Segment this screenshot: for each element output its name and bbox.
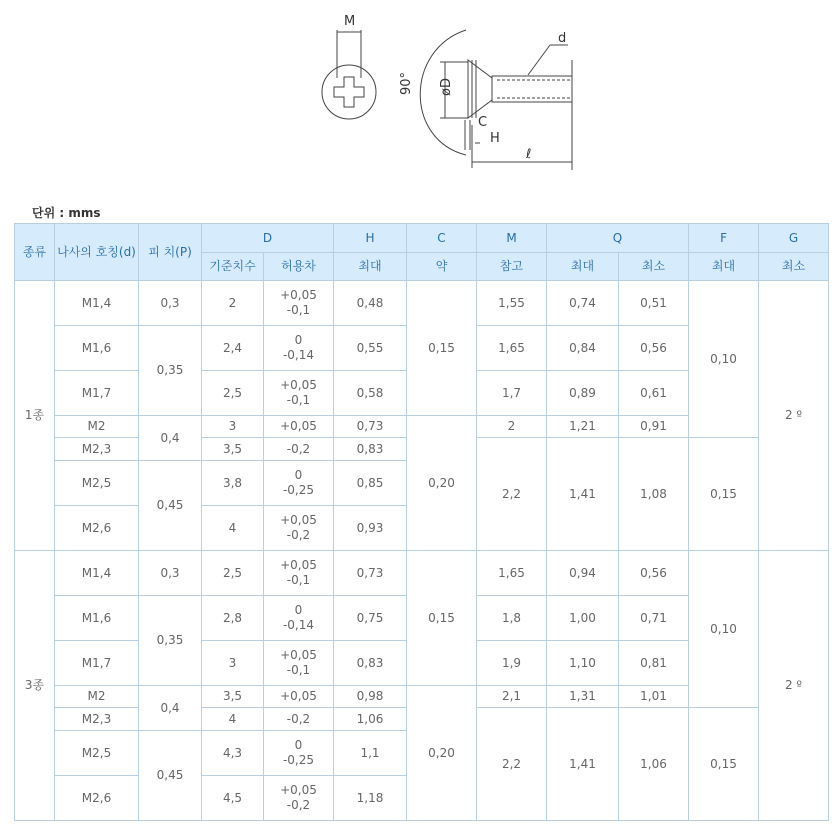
d-basic-cell: 3,5 [202,438,264,461]
label-l: ℓ [526,147,532,162]
thread-size-cell: M2,3 [55,438,139,461]
d-basic-cell: 3 [202,641,264,686]
kind-cell: 1종 [15,281,55,551]
header-q-max: 최대 [547,253,619,281]
d-tolerance-cell: -0,2 [264,708,334,731]
q-max-cell: 1,21 [547,416,619,438]
d-tolerance-cell: +0,05 -0,2 [264,776,334,821]
h-max-cell: 0,48 [334,281,407,326]
header-d: D [202,224,334,253]
q-max-cell: 1,00 [547,596,619,641]
d-basic-cell: 4,3 [202,731,264,776]
d-tolerance-cell: 0 -0,25 [264,461,334,506]
thread-size-cell: M2,6 [55,776,139,821]
label-phi-d: øD [439,78,454,96]
h-max-cell: 0,58 [334,371,407,416]
d-tolerance-cell: +0,05 -0,2 [264,506,334,551]
d-tolerance-cell: 0 -0,14 [264,596,334,641]
g-min-cell: 2 º [759,281,829,551]
thread-size-cell: M1,7 [55,371,139,416]
pitch-cell: 0,35 [139,596,202,686]
h-max-cell: 1,1 [334,731,407,776]
label-m: M [344,14,356,29]
label-90: 90° [399,71,414,95]
m-ref-cell: 1,9 [477,641,547,686]
m-ref-cell: 2,2 [477,438,547,551]
screw-diagram [300,0,620,180]
d-tolerance-cell: +0,05 [264,416,334,438]
header-h: H [334,224,407,253]
d-basic-cell: 2,5 [202,551,264,596]
d-tolerance-cell: +0,05 -0,1 [264,371,334,416]
header-g-min: 최소 [759,253,829,281]
m-ref-cell: 2,2 [477,708,547,821]
q-min-cell: 0,71 [619,596,689,641]
q-max-cell: 0,89 [547,371,619,416]
h-max-cell: 0,55 [334,326,407,371]
q-max-cell: 0,74 [547,281,619,326]
pitch-cell: 0,45 [139,461,202,551]
header-h-max: 최대 [334,253,407,281]
h-max-cell: 0,85 [334,461,407,506]
d-basic-cell: 4 [202,506,264,551]
h-max-cell: 0,73 [334,551,407,596]
q-max-cell: 1,41 [547,438,619,551]
d-basic-cell: 3,8 [202,461,264,506]
q-min-cell: 0,56 [619,551,689,596]
h-max-cell: 0,73 [334,416,407,438]
pitch-cell: 0,3 [139,281,202,326]
header-m-ref: 참고 [477,253,547,281]
unit-label: 단위 : mms [32,206,101,220]
d-tolerance-cell: -0,2 [264,438,334,461]
q-min-cell: 0,61 [619,371,689,416]
pitch-cell: 0,35 [139,326,202,416]
g-min-cell: 2 º [759,551,829,821]
m-ref-cell: 1,65 [477,326,547,371]
h-max-cell: 0,98 [334,686,407,708]
header-d-basic: 기준치수 [202,253,264,281]
m-ref-cell: 2 [477,416,547,438]
q-min-cell: 0,51 [619,281,689,326]
c-approx-cell: 0,20 [407,686,477,821]
header-d-tolerance: 허용차 [264,253,334,281]
q-max-cell: 1,10 [547,641,619,686]
thread-size-cell: M1,7 [55,641,139,686]
h-max-cell: 0,83 [334,438,407,461]
header-f-max: 최대 [689,253,759,281]
d-tolerance-cell: +0,05 [264,686,334,708]
m-ref-cell: 1,55 [477,281,547,326]
screw-spec-table [14,223,829,821]
d-basic-cell: 2,5 [202,371,264,416]
q-min-cell: 0,56 [619,326,689,371]
d-basic-cell: 4,5 [202,776,264,821]
label-d: d [558,31,567,46]
m-ref-cell: 1,8 [477,596,547,641]
f-max-cell: 0,10 [689,281,759,438]
q-min-cell: 0,91 [619,416,689,438]
d-tolerance-cell: +0,05 -0,1 [264,641,334,686]
d-basic-cell: 4 [202,708,264,731]
header-pitch: 피 치(P) [139,224,202,281]
h-max-cell: 0,83 [334,641,407,686]
thread-size-cell: M2,5 [55,731,139,776]
header-g: G [759,224,829,253]
q-min-cell: 1,06 [619,708,689,821]
h-max-cell: 0,75 [334,596,407,641]
d-tolerance-cell: +0,05 -0,1 [264,281,334,326]
m-ref-cell: 1,65 [477,551,547,596]
m-ref-cell: 2,1 [477,686,547,708]
thread-size-cell: M2,6 [55,506,139,551]
h-max-cell: 1,06 [334,708,407,731]
header-c-approx: 약 [407,253,477,281]
f-max-cell: 0,15 [689,708,759,821]
thread-size-cell: M1,6 [55,596,139,641]
m-ref-cell: 1,7 [477,371,547,416]
thread-size-cell: M2,3 [55,708,139,731]
header-m: M [477,224,547,253]
c-approx-cell: 0,15 [407,281,477,416]
q-min-cell: 1,08 [619,438,689,551]
q-max-cell: 0,84 [547,326,619,371]
pitch-cell: 0,4 [139,416,202,461]
label-h: H [490,131,500,146]
pitch-cell: 0,3 [139,551,202,596]
thread-size-cell: M2,5 [55,461,139,506]
thread-size-cell: M2 [55,686,139,708]
pitch-cell: 0,4 [139,686,202,731]
q-min-cell: 1,01 [619,686,689,708]
h-max-cell: 0,93 [334,506,407,551]
label-c: C [478,115,488,130]
thread-size-cell: M1,4 [55,281,139,326]
pitch-cell: 0,45 [139,731,202,821]
q-max-cell: 1,41 [547,708,619,821]
header-thread-size: 나사의 호칭(d) [55,224,139,281]
f-max-cell: 0,15 [689,438,759,551]
d-basic-cell: 2,8 [202,596,264,641]
d-basic-cell: 3,5 [202,686,264,708]
d-basic-cell: 3 [202,416,264,438]
kind-cell: 3종 [15,551,55,821]
header-c: C [407,224,477,253]
d-basic-cell: 2,4 [202,326,264,371]
header-q-min: 최소 [619,253,689,281]
f-max-cell: 0,10 [689,551,759,708]
header-f: F [689,224,759,253]
d-tolerance-cell: 0 -0,14 [264,326,334,371]
c-approx-cell: 0,20 [407,416,477,551]
thread-size-cell: M2 [55,416,139,438]
thread-size-cell: M1,4 [55,551,139,596]
header-kind: 종류 [15,224,55,281]
h-max-cell: 1,18 [334,776,407,821]
d-tolerance-cell: 0 -0,25 [264,731,334,776]
thread-size-cell: M1,6 [55,326,139,371]
q-min-cell: 0,81 [619,641,689,686]
phillips-recess [334,77,364,107]
screw-head-top-view [322,65,376,119]
q-max-cell: 1,31 [547,686,619,708]
header-q: Q [547,224,689,253]
d-tolerance-cell: +0,05 -0,1 [264,551,334,596]
c-approx-cell: 0,15 [407,551,477,686]
d-basic-cell: 2 [202,281,264,326]
q-max-cell: 0,94 [547,551,619,596]
